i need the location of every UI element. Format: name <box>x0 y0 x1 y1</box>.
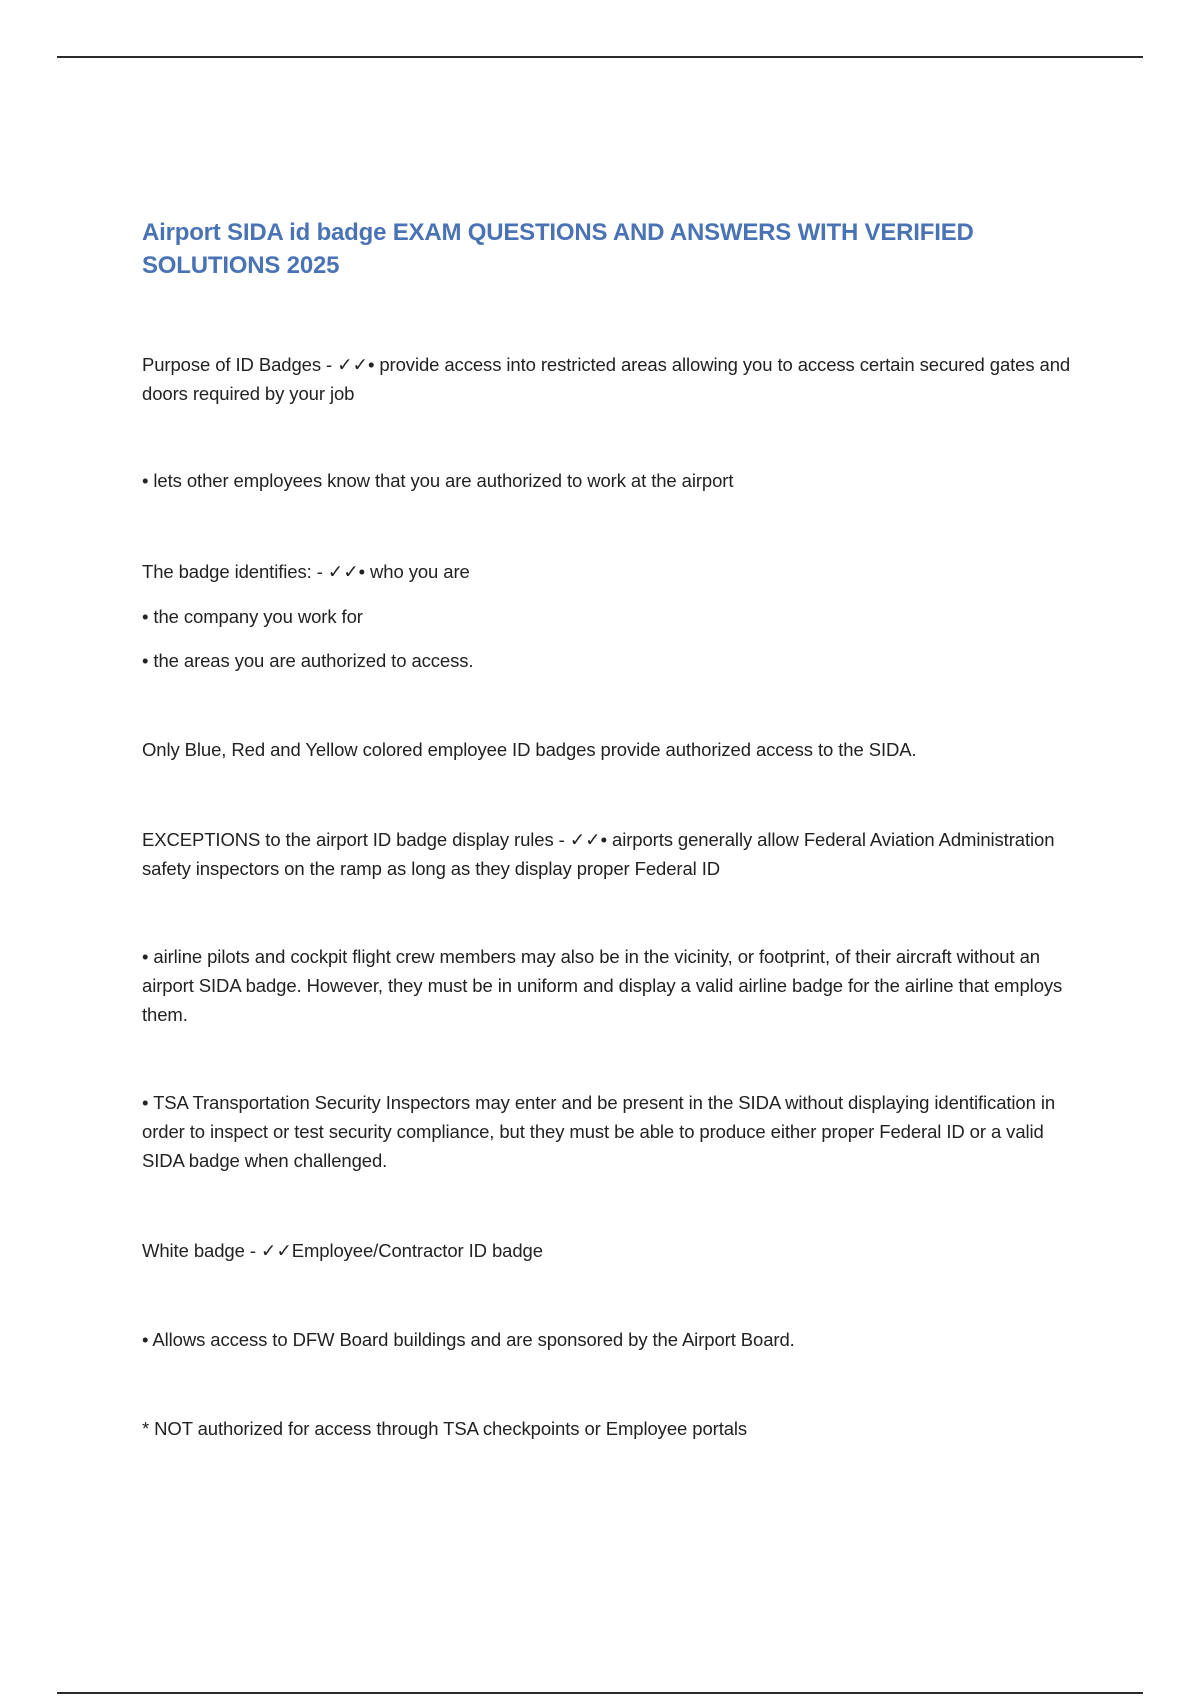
paragraph-not-authorized: * NOT authorized for access through TSA checkpoints or Employee portals <box>142 1418 748 1439</box>
paragraph-colored-badges: Only Blue, Red and Yellow colored employee ID badges provide authorized access to the SIDA. <box>142 739 917 760</box>
document-title: Airport SIDA id badge EXAM QUESTIONS AND ANSWERS WITH VERIFIED SOLUTIONS 2025 <box>142 219 974 279</box>
paragraph-dfw-board: • Allows access to DFW Board buildings and are sponsored by the Airport Board. <box>142 1329 795 1350</box>
header-rule <box>57 56 1143 58</box>
document-body <box>142 350 1072 1443</box>
paragraph-white-badge: White badge - ✓✓Employee/Contractor ID badge <box>142 1240 543 1261</box>
paragraph-exceptions: EXCEPTIONS to the airport ID badge display rules - ✓✓• airports generally allow Federal Aviation Administration safety inspectors on the ramp as long as they display proper Federal ID <box>142 829 1055 879</box>
document-content <box>142 216 1072 1443</box>
paragraph-authorized: • lets other employees know that you are authorized to work at the airport <box>142 470 734 491</box>
paragraph-company: • the company you work for <box>142 606 363 627</box>
footer-rule <box>57 1692 1143 1694</box>
paragraph-tsa-inspectors: • TSA Transportation Security Inspectors may enter and be present in the SIDA without displaying identification in order to inspect or test security compliance, but they must be able to produce either proper Federal ID or a valid SIDA badge when challenged. <box>142 1092 1056 1171</box>
paragraph-purpose: Purpose of ID Badges - ✓✓• provide access into restricted areas allowing you to access certain secured gates and doors required by your job <box>142 354 1071 404</box>
paragraph-pilots: • airline pilots and cockpit flight crew members may also be in the vicinity, or footprint, of their aircraft without an airport SIDA badge. However, they must be in uniform and display a valid airline badge for the airline that employs them. <box>142 946 1063 1025</box>
paragraph-badge-identifies: The badge identifies: - ✓✓• who you are <box>142 561 470 582</box>
paragraph-areas: • the areas you are authorized to access. <box>142 650 474 671</box>
